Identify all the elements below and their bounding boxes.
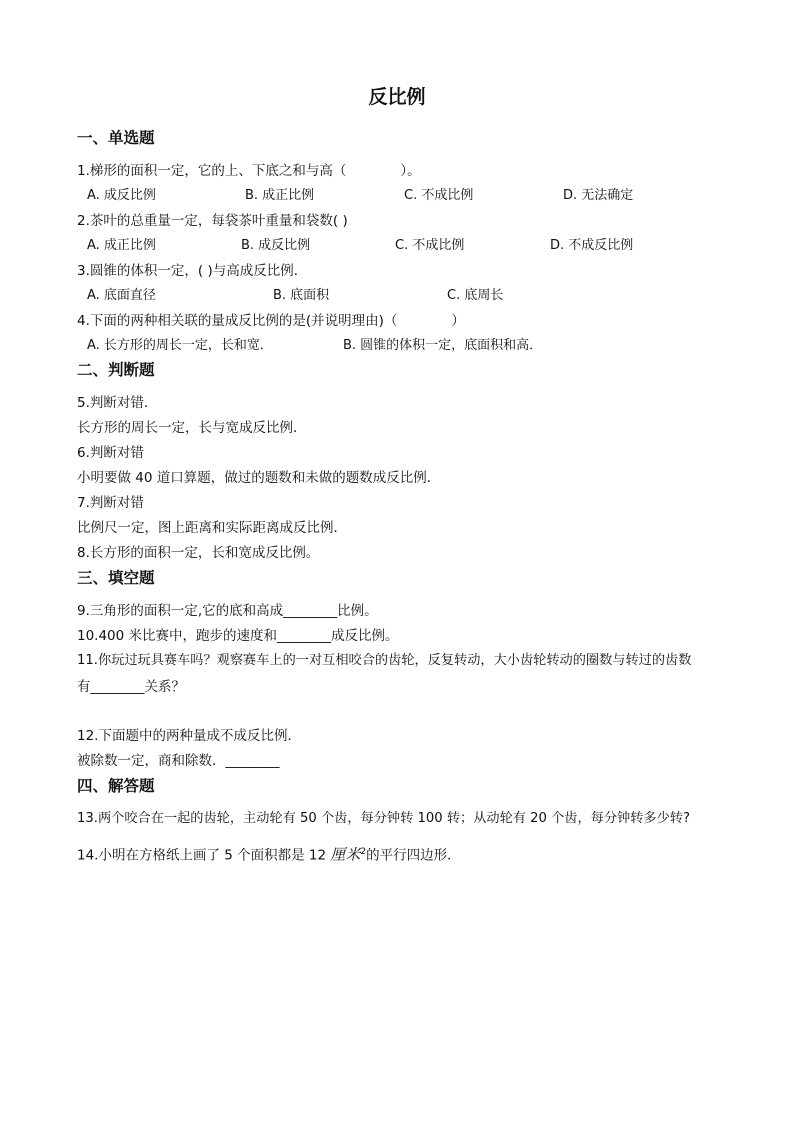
question-14-text	[77, 843, 461, 865]
question-8-text: 8.长方形的面积一定，长和宽成反比例。	[77, 545, 320, 561]
question-3-stem: 3.圆锥的体积一定，( )与高成反比例．	[77, 263, 308, 279]
q2-option-a[interactable]: A. 成正比例	[87, 238, 156, 253]
question-10-text: 10.400 米比赛中，跑步的速度和________成反比例。	[77, 628, 399, 644]
q4-option-b[interactable]: B. 圆锥的体积一定，底面积和高．	[343, 338, 543, 353]
page-title: 反比例	[368, 86, 426, 108]
q3-option-a[interactable]: A. 底面直径	[87, 288, 156, 303]
q3-option-c[interactable]: C. 底周长	[447, 288, 504, 303]
question-11-line-1: 11.你玩过玩具赛车吗？观察赛车上的一对互相咬合的齿轮，反复转动，大小齿轮转动的圈数与转过的齿数	[77, 653, 692, 668]
question-6-label: 6.判断对错	[77, 445, 144, 461]
q2-option-c[interactable]: C. 不成比例	[395, 238, 465, 253]
question-1-stem: 1.梯形的面积一定，它的上、下底之和与高（ ）。	[77, 163, 421, 179]
q14-post: 的平行四边形．	[366, 847, 461, 864]
question-5-label: 5.判断对错．	[77, 395, 158, 411]
q14-unit-exponent: 2	[360, 847, 367, 857]
q1-option-a[interactable]: A. 成反比例	[87, 188, 156, 203]
q14-pre: 14.小明在方格纸上画了 5 个面积都是 12	[77, 847, 331, 864]
question-12-label: 12.下面题中的两种量成不成反比例．	[77, 728, 301, 744]
question-7-label: 7.判断对错	[77, 495, 144, 511]
question-7-text: 比例尺一定，图上距离和实际距离成反比例．	[77, 520, 347, 536]
q1-option-d[interactable]: D. 无法确定	[563, 188, 634, 203]
q2-option-d[interactable]: D. 不成反比例	[550, 238, 634, 253]
q3-option-b[interactable]: B. 底面积	[273, 288, 330, 303]
q4-option-a[interactable]: A. 长方形的周长一定，长和宽．	[87, 338, 273, 353]
q1-option-b[interactable]: B. 成正比例	[245, 188, 315, 203]
question-5-text: 长方形的周长一定，长与宽成反比例．	[77, 420, 307, 436]
q2-option-b[interactable]: B. 成反比例	[241, 238, 311, 253]
q1-option-c[interactable]: C. 不成比例	[404, 188, 474, 203]
question-6-text: 小明要做 40 道口算题，做过的题数和未做的题数成反比例．	[77, 470, 441, 486]
q14-unit: 厘米	[330, 845, 361, 864]
section-heading-fill-blank: 三、填空题	[77, 569, 155, 587]
section-heading-solve: 四、解答题	[77, 777, 155, 795]
question-11-line-2: 有________关系？	[77, 679, 185, 695]
question-12-text: 被除数一定，商和除数．________	[77, 753, 280, 769]
question-4-stem: 4.下面的两种相关联的量成反比例的是(并说明理由)（ ）	[77, 313, 465, 329]
question-13-text: 13.两个咬合在一起的齿轮，主动轮有 50 个齿，每分钟转 100 转；从动轮有 20 个齿，每分钟转多少转?	[77, 811, 690, 826]
question-9-text: 9.三角形的面积一定,它的底和高成________比例。	[77, 603, 378, 619]
question-2-stem: 2.茶叶的总重量一定，每袋茶叶重量和袋数( )	[77, 213, 348, 229]
section-heading-true-false: 二、判断题	[77, 361, 155, 379]
section-heading-single-choice: 一、单选题	[77, 129, 155, 147]
